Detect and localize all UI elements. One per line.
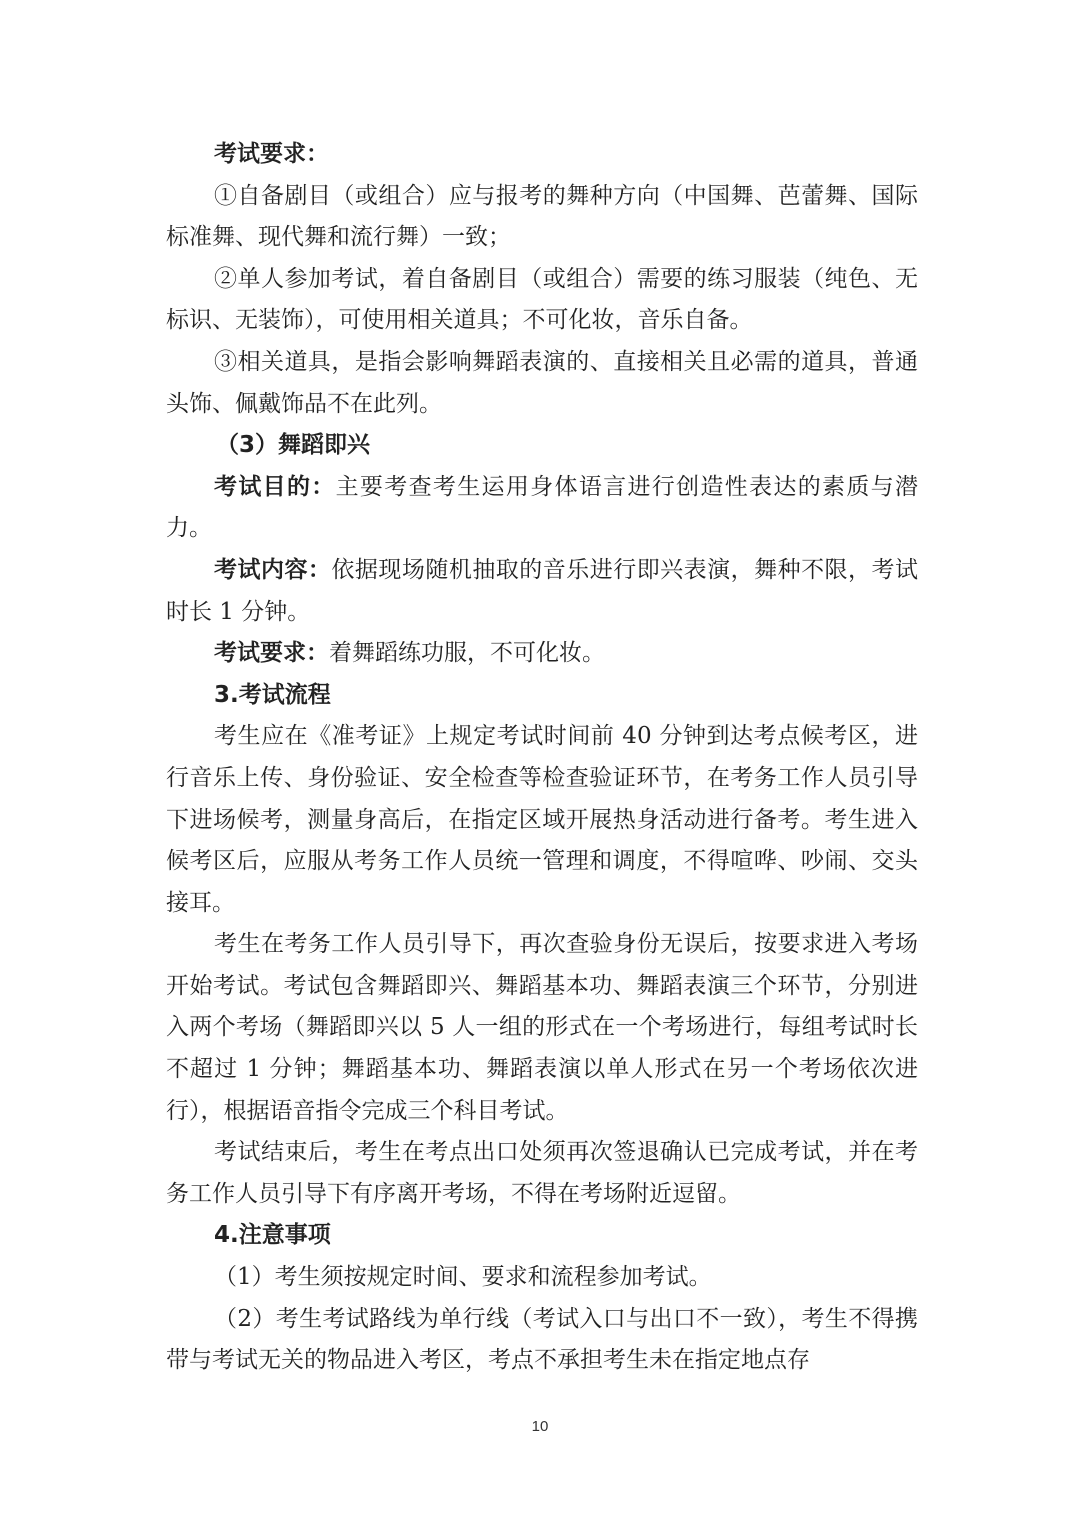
paragraph-process-arrival: 考生应在《准考证》上规定考试时间前 40 分钟到达考点候考区，进行音乐上传、身份验证、安全检查等检查验证环节，在考务工作人员引导下进场候考，测量身高后，在指定区域开展热身活动进行备考。考生进入候考区后，应服从考务工作人员统一管理和调度，不得喧哗、吵闹、交头接耳。 xyxy=(166,723,918,916)
document-body xyxy=(166,134,918,1382)
paragraph-process-exit: 考试结束后，考生在考点出口处须再次签退确认已完成考试，并在考务工作人员引导下有序离开考场，不得在考场附近逗留。 xyxy=(166,1139,918,1207)
section-heading-exam-requirements: 考试要求： xyxy=(214,141,329,167)
lead-label-exam-content: 考试内容： xyxy=(214,556,332,583)
paragraph-exam-attire-text: 着舞蹈练功服，不可化妆。 xyxy=(329,640,605,667)
paragraph-exam-purpose xyxy=(166,467,918,550)
paragraph-notice-1: （1）考生须按规定时间、要求和流程参加考试。 xyxy=(214,1264,712,1291)
paragraph-exam-attire xyxy=(166,633,918,675)
section-heading-exam-process: 3.考试流程 xyxy=(214,681,331,708)
section-heading-notices: 4.注意事项 xyxy=(214,1222,331,1249)
paragraph-exam-content xyxy=(166,550,918,633)
paragraph-exam-purpose-text: 主要考查考生运用身体语言进行创造性表达的素质与潜力。 xyxy=(166,473,919,542)
paragraph-requirement-2: ②单人参加考试，着自备剧目（或组合）需要的练习服装（纯色、无标识、无装饰），可使用相关道具；不可化妆，音乐自备。 xyxy=(166,265,918,334)
page-number: 10 xyxy=(531,1418,549,1435)
paragraph-requirement-3: ③相关道具，是指会影响舞蹈表演的、直接相关且必需的道具，普通头饰、佩戴饰品不在此列。 xyxy=(166,348,918,417)
section-heading-dance-improvisation: （3）舞蹈即兴 xyxy=(216,432,371,459)
lead-label-exam-attire: 考试要求： xyxy=(214,640,329,667)
paragraph-requirement-1: ①自备剧目（或组合）应与报考的舞种方向（中国舞、芭蕾舞、国际标准舞、现代舞和流行舞）一致； xyxy=(166,182,918,251)
paragraph-process-exam: 考生在考务工作人员引导下，再次查验身份无误后，按要求进入考场开始考试。考试包含舞蹈即兴、舞蹈基本功、舞蹈表演三个环节，分别进入两个考场（舞蹈即兴以 5 人一组的形式在一个考场进行，每组考试时长不超过 1 分钟；舞蹈基本功、舞蹈表演以单人形式在另一个考场依次进行），根据语音指令完成三个科目考试。 xyxy=(166,931,918,1124)
paragraph-exam-content-text: 依据现场随机抽取的音乐进行即兴表演，舞种不限，考试时长 1 分钟。 xyxy=(166,556,919,625)
paragraph-notice-2: （2）考生考试路线为单行线（考试入口与出口不一致），考生不得携带与考试无关的物品进入考区，考点不承担考生未在指定地点存 xyxy=(166,1305,918,1374)
lead-label-exam-purpose: 考试目的： xyxy=(214,473,336,500)
